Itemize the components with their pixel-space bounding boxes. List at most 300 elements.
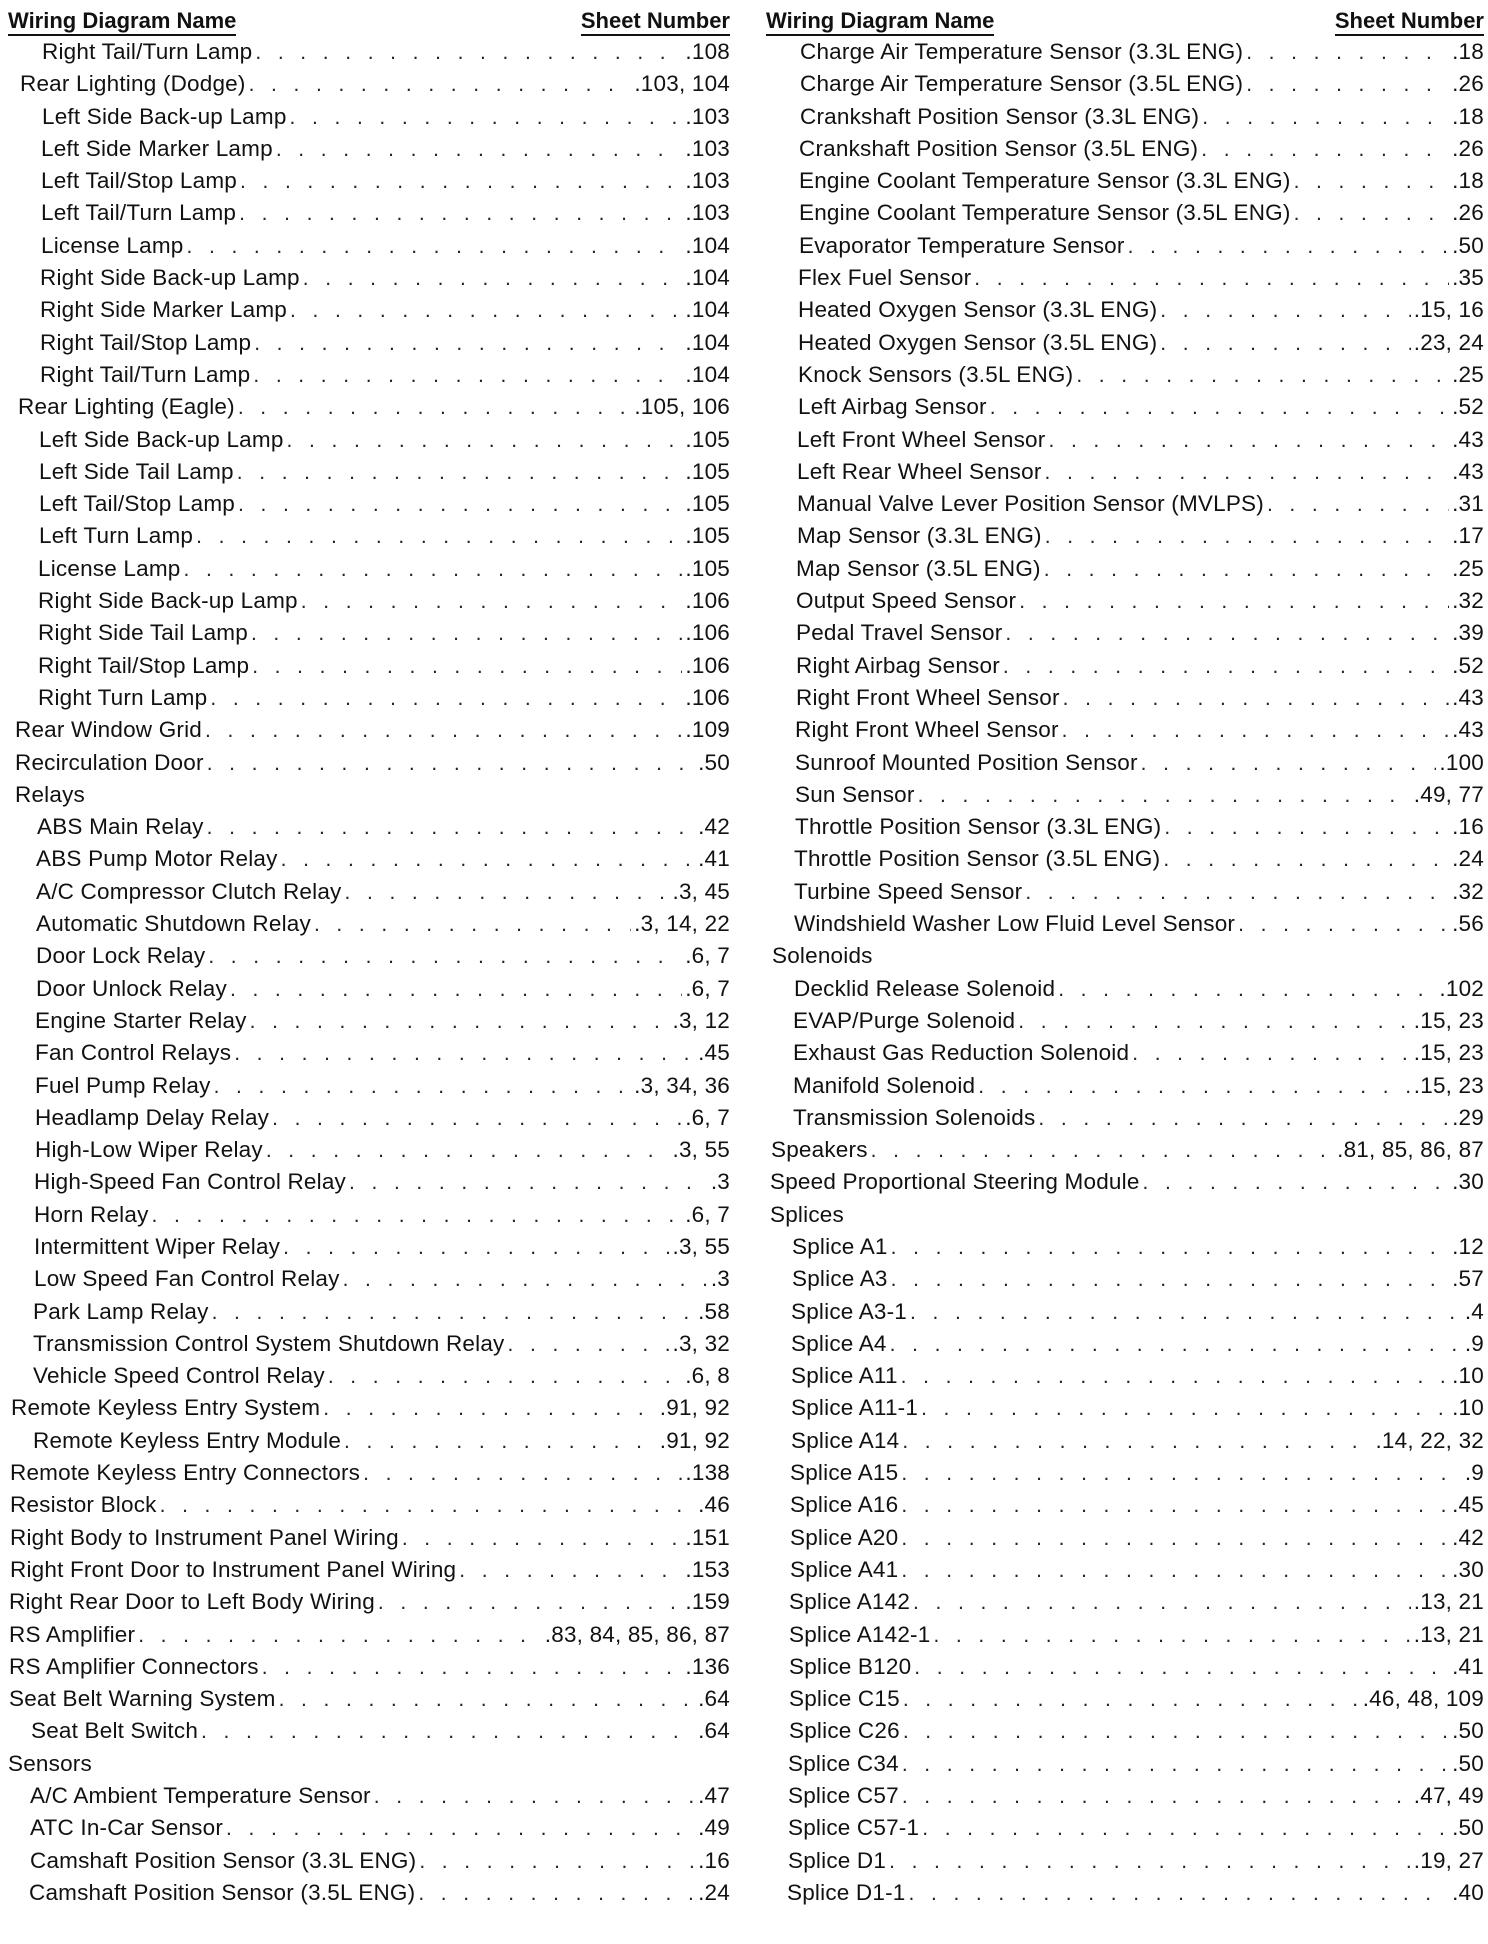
dot-leader [902,1426,1372,1458]
dot-leader [1132,1038,1411,1070]
index-entry [8,1070,730,1102]
dot-leader [290,295,682,327]
dot-leader [262,1652,683,1684]
index-entry [766,908,1484,940]
dot-leader [903,1684,1360,1716]
sheet-number: .103 [685,103,730,129]
entry-name: Rear Lighting (Dodge) [20,71,246,97]
entry-name: Fuel Pump Relay [35,1072,211,1098]
dot-leader [301,586,683,618]
index-entry [8,133,730,165]
sheet-number: .14, 22, 32 [1375,1427,1484,1453]
index-entry [766,1522,1484,1554]
dot-leader [1141,748,1437,780]
index-entry [8,747,730,779]
entry-name: Right Front Wheel Sensor [795,717,1059,743]
entry-name: Door Lock Relay [36,943,206,969]
index-entry [8,617,730,649]
index-entry [8,1554,730,1586]
sheet-number: .104 [685,265,730,291]
sheet-number: .103 [685,168,730,194]
entry-name: Park Lamp Relay [33,1298,209,1324]
index-entry [8,843,730,875]
sheet-number: .3 [710,1266,730,1292]
sheet-number: .42 [698,814,730,840]
entry-name: Splice C26 [789,1718,900,1744]
entry-name: Exhaust Gas Reduction Solenoid [793,1040,1130,1066]
dot-leader [913,1587,1411,1619]
index-entry [8,1296,730,1328]
sheet-number: .39 [1452,620,1484,646]
dot-leader [978,1071,1411,1103]
dot-leader [239,198,682,230]
entry-name: ATC In-Car Sensor [30,1815,224,1841]
index-entry [8,1586,730,1618]
sheet-number: .13, 21 [1413,1621,1484,1647]
sheet-number: .6, 8 [685,1363,730,1389]
entry-name: Camshaft Position Sensor (3.3L ENG) [30,1847,417,1873]
entry-name: Splice A41 [790,1556,899,1582]
index-entry [8,68,730,100]
dot-leader [418,1878,695,1910]
entry-name: Splices [770,1201,844,1227]
dot-leader [290,102,683,134]
index-entry [766,36,1484,68]
entry-name: A/C Compressor Clutch Relay [36,878,342,904]
index-entry [766,456,1484,488]
entry-name: Remote Keyless Entry Module [33,1427,342,1453]
sheet-number: .18 [1452,168,1484,194]
index-entry [8,811,730,843]
sheet-number: .29 [1452,1104,1484,1130]
sheet-number: .50 [1452,1815,1484,1841]
dot-leader [1246,69,1449,101]
dot-leader [184,554,683,586]
sheet-number: .52 [1452,394,1484,420]
index-list-left [8,36,730,1909]
entry-name: Manual Valve Lever Position Sensor (MVLPS) [797,491,1264,517]
dot-leader [902,1749,1449,1781]
index-entry [8,1877,730,1909]
entry-name: License Lamp [38,555,181,581]
index-entry [8,456,730,488]
dot-leader [402,1523,683,1555]
sheet-number: .103, 104 [634,71,730,97]
dot-leader [212,1297,696,1329]
entry-name: Splice A142-1 [789,1621,931,1647]
sheet-number: .49 [698,1815,730,1841]
dot-leader [234,1038,695,1070]
index-entry [8,1715,730,1747]
entry-name: Low Speed Fan Control Relay [34,1266,340,1292]
sheet-number: .153 [685,1556,730,1582]
index-entry [766,876,1484,908]
index-entry [8,197,730,229]
index-entry [8,1392,730,1424]
sheet-number-heading: Sheet Number [581,9,730,36]
column-header [766,6,1484,36]
entry-name: Sunroof Mounted Position Sensor [795,749,1138,775]
index-entry [766,197,1484,229]
entry-name: ABS Pump Motor Relay [36,846,278,872]
entry-name: Splice A16 [790,1492,899,1518]
entry-name: Right Rear Door to Left Body Wiring [9,1589,375,1615]
entry-name: A/C Ambient Temperature Sensor [30,1783,371,1809]
dot-leader [1019,586,1449,618]
index-entry [766,1715,1484,1747]
dot-leader [1048,425,1449,457]
sheet-number: .151 [685,1524,730,1550]
dot-leader [226,1813,695,1845]
sheet-number: .109 [685,717,730,743]
index-entry [8,585,730,617]
entry-name: EVAP/Purge Solenoid [793,1007,1016,1033]
sheet-number: .46, 48, 109 [1362,1686,1484,1712]
dot-leader [1128,231,1450,263]
index-entry [8,1166,730,1198]
dot-leader [252,651,682,683]
dot-leader [921,1393,1449,1425]
entry-name: Remote Keyless Entry System [11,1395,321,1421]
sheet-number: .13, 21 [1413,1589,1484,1615]
index-entry [8,876,730,908]
sheet-number: .25 [1452,361,1484,387]
dot-leader [459,1555,682,1587]
sheet-number: .26 [1452,135,1484,161]
sheet-number: .46 [698,1492,730,1518]
index-entry [8,973,730,1005]
entry-name: Manifold Solenoid [793,1072,976,1098]
index-entry [766,359,1484,391]
sheet-number: .30 [1452,1556,1484,1582]
dot-leader [138,1620,542,1652]
sheet-number: .16 [698,1847,730,1873]
index-entry [8,391,730,423]
entry-name: Seat Belt Switch [31,1718,199,1744]
sheet-number: .26 [1452,71,1484,97]
sheet-number: .23, 24 [1413,329,1484,355]
sheet-number: .12 [1452,1233,1484,1259]
entry-name: Splice A3-1 [791,1298,908,1324]
dot-leader [374,1781,695,1813]
index-entry [766,1392,1484,1424]
dot-leader [1076,360,1449,392]
sheet-number-heading: Sheet Number [1335,9,1484,36]
sheet-number: .32 [1452,878,1484,904]
index-entry [766,1845,1484,1877]
index-entry [8,940,730,972]
entry-name: Transmission Solenoids [793,1104,1036,1130]
sheet-number: .40 [1452,1879,1484,1905]
right-column [766,6,1484,1909]
entry-name: Crankshaft Position Sensor (3.5L ENG) [799,135,1199,161]
sheet-number: .50 [698,749,730,775]
sheet-number: .9 [1464,1330,1484,1356]
dot-leader [1045,521,1449,553]
index-entry [766,165,1484,197]
sheet-number: .9 [1464,1460,1484,1486]
entry-name: Left Side Back-up Lamp [42,103,287,129]
index-entry [8,682,730,714]
index-entry [766,1780,1484,1812]
dot-leader [276,134,683,166]
dot-leader [914,1652,1449,1684]
sheet-number: .45 [1452,1492,1484,1518]
sheet-number: .3 [710,1169,730,1195]
index-entry [766,294,1484,326]
dot-leader [1160,295,1410,327]
entry-name: Sensors [8,1750,92,1776]
entry-name: Splice C57 [788,1783,899,1809]
sheet-number: .106 [685,588,730,614]
sheet-number: .3, 32 [672,1330,730,1356]
dot-leader [1038,1103,1449,1135]
dot-leader [254,328,682,360]
index-entry [766,1102,1484,1134]
dot-leader [238,489,682,521]
dot-leader [349,1167,708,1199]
sheet-number: .47 [698,1783,730,1809]
sheet-number: .19, 27 [1413,1847,1484,1873]
index-entry [766,488,1484,520]
dot-leader [1005,618,1449,650]
index-entry [766,1457,1484,1489]
dot-leader [902,1781,1411,1813]
entry-name: High-Speed Fan Control Relay [34,1169,347,1195]
entry-name: Charge Air Temperature Sensor (3.5L ENG) [800,71,1244,97]
index-entry [766,101,1484,133]
entry-name: Rear Lighting (Eagle) [18,394,235,420]
sheet-number: .52 [1452,652,1484,678]
index-entry [766,585,1484,617]
index-entry [766,1425,1484,1457]
sheet-number: .3, 55 [672,1233,730,1259]
index-entry [766,1877,1484,1909]
sheet-number: .49, 77 [1413,781,1484,807]
dot-leader [891,1232,1449,1264]
dot-leader [287,425,683,457]
sheet-number: .50 [1452,1718,1484,1744]
index-entry [766,1651,1484,1683]
dot-leader [1025,877,1449,909]
dot-leader [901,1490,1449,1522]
dot-leader [890,1329,1462,1361]
entry-name: Charge Air Temperature Sensor (3.3L ENG) [800,39,1244,64]
dot-leader [1143,1167,1450,1199]
sheet-number: .15, 16 [1413,297,1484,323]
sheet-number: .3, 34, 36 [634,1072,730,1098]
entry-name: Left Front Wheel Sensor [797,426,1046,452]
entry-name: Right Front Door to Instrument Panel Wiring [10,1556,457,1582]
index-entry [8,294,730,326]
dot-leader [901,1458,1462,1490]
index-entry [766,1586,1484,1618]
dot-leader [345,877,670,909]
dot-leader [230,974,682,1006]
index-entry [8,1619,730,1651]
index-entry [8,650,730,682]
dot-leader [1202,102,1449,134]
index-entry [8,1489,730,1521]
entry-name: Knock Sensors (3.5L ENG) [798,361,1074,387]
index-entry [766,1619,1484,1651]
sheet-number: .3, 14, 22 [634,911,730,937]
entry-name: Right Side Marker Lamp [40,297,288,323]
index-entry [766,1070,1484,1102]
entry-name: Left Turn Lamp [39,523,194,549]
dot-leader [901,1555,1449,1587]
index-entry [766,714,1484,746]
entry-name: Left Tail/Stop Lamp [39,491,236,517]
entry-name: Windshield Washer Low Fluid Level Sensor [794,911,1236,937]
sheet-number: .10 [1452,1395,1484,1421]
sheet-number: .102 [1439,975,1484,1001]
index-entry [766,617,1484,649]
entry-name: Throttle Position Sensor (3.3L ENG) [795,814,1162,840]
entry-name: Right Turn Lamp [38,684,208,710]
index-entry [766,843,1484,875]
sheet-number: .106 [685,652,730,678]
sheet-number: .50 [1452,232,1484,258]
index-entry [8,1134,730,1166]
dot-leader [909,1878,1450,1910]
dot-leader [205,715,682,747]
dot-leader [266,1135,670,1167]
index-entry [8,1522,730,1554]
index-group-heading [766,1199,1484,1231]
sheet-number: .108 [685,39,730,64]
sheet-number: .105 [685,458,730,484]
entry-name: High-Low Wiper Relay [35,1137,263,1163]
dot-leader [1062,715,1449,747]
index-entry [8,1425,730,1457]
sheet-number: .30 [1452,1169,1484,1195]
sheet-number: .25 [1452,555,1484,581]
sheet-number: .105 [685,555,730,581]
entry-name: Right Airbag Sensor [796,652,1000,678]
dot-leader [152,1200,683,1232]
index-entry [8,1037,730,1069]
entry-name: Fan Control Relays [35,1040,232,1066]
dot-leader [250,1006,670,1038]
entry-name: Splice B120 [789,1653,912,1679]
index-entry [766,1296,1484,1328]
dot-leader [889,1846,1411,1878]
entry-name: Splice C15 [789,1686,900,1712]
sheet-number: .3, 55 [672,1137,730,1163]
entry-name: Engine Coolant Temperature Sensor (3.3L ENG) [799,168,1291,194]
entry-name: Right Side Back-up Lamp [38,588,298,614]
index-entry [8,101,730,133]
dot-leader [160,1490,696,1522]
sheet-number: .159 [685,1589,730,1615]
dot-leader [974,263,1449,295]
index-entry [766,682,1484,714]
entry-name: Speed Proportional Steering Module [770,1169,1140,1195]
dot-leader [328,1361,682,1393]
sheet-number: .42 [1452,1524,1484,1550]
dot-leader [207,812,695,844]
sheet-number: .100 [1439,749,1484,775]
dot-leader [910,1297,1462,1329]
entry-name: Right Side Tail Lamp [38,620,248,646]
dot-leader [314,909,631,941]
entry-name: Throttle Position Sensor (3.5L ENG) [794,846,1161,872]
index-entry [8,1845,730,1877]
index-entry [766,1231,1484,1263]
dot-leader [918,780,1411,812]
dot-leader [901,1523,1449,1555]
sheet-number: .43 [1452,717,1484,743]
entry-name: Horn Relay [34,1201,149,1227]
entry-name: Splice A3 [792,1266,888,1292]
index-entry [8,553,730,585]
index-entry [8,230,730,262]
index-entry [766,1037,1484,1069]
dot-leader [1294,198,1450,230]
entry-name: Pedal Travel Sensor [796,620,1003,646]
entry-name: Splice A20 [790,1524,899,1550]
sheet-number: .15, 23 [1413,1072,1484,1098]
dot-leader [1045,457,1450,489]
index-entry [766,1328,1484,1360]
sheet-number: .15, 23 [1413,1007,1484,1033]
index-entry [8,424,730,456]
dot-leader [272,1103,682,1135]
entry-name: Splice A15 [790,1460,899,1486]
entry-name: Left Tail/Turn Lamp [41,200,237,226]
dot-leader [253,360,682,392]
dot-leader [508,1329,670,1361]
sheet-number: .18 [1452,39,1484,64]
sheet-number: .104 [685,297,730,323]
wiring-diagram-name-heading: Wiring Diagram Name [8,9,236,36]
sheet-number: .6, 7 [685,1201,730,1227]
entry-name: Right Body to Instrument Panel Wiring [10,1524,399,1550]
sheet-number: .15, 23 [1413,1040,1484,1066]
index-entry [8,1457,730,1489]
index-entry [8,1360,730,1392]
sheet-number: .47, 49 [1413,1783,1484,1809]
index-entry [766,327,1484,359]
dot-leader [249,69,632,101]
entry-name: Recirculation Door [15,749,204,775]
sheet-number: .83, 84, 85, 86, 87 [544,1621,730,1647]
entry-name: Right Tail/Stop Lamp [40,329,252,355]
dot-leader [201,1716,695,1748]
dot-leader [1044,554,1449,586]
entry-name: Camshaft Position Sensor (3.5L ENG) [29,1879,416,1905]
sheet-number: .6, 7 [685,975,730,1001]
sheet-number: .31 [1452,491,1484,517]
index-entry [8,1651,730,1683]
entry-name: Splice A11-1 [791,1395,919,1421]
index-entry [8,1231,730,1263]
entry-name: Transmission Control System Shutdown Relay [33,1330,505,1356]
dot-leader [871,1135,1334,1167]
entry-name: Evaporator Temperature Sensor [799,232,1125,258]
sheet-number: .43 [1452,684,1484,710]
index-entry [766,1134,1484,1166]
entry-name: Right Tail/Stop Lamp [38,652,250,678]
left-column [8,6,730,1909]
index-entry [766,1683,1484,1715]
index-entry [766,230,1484,262]
index-entry [8,1683,730,1715]
sheet-number: .136 [685,1653,730,1679]
dot-leader [903,1716,1449,1748]
entry-name: Resistor Block [10,1492,157,1518]
